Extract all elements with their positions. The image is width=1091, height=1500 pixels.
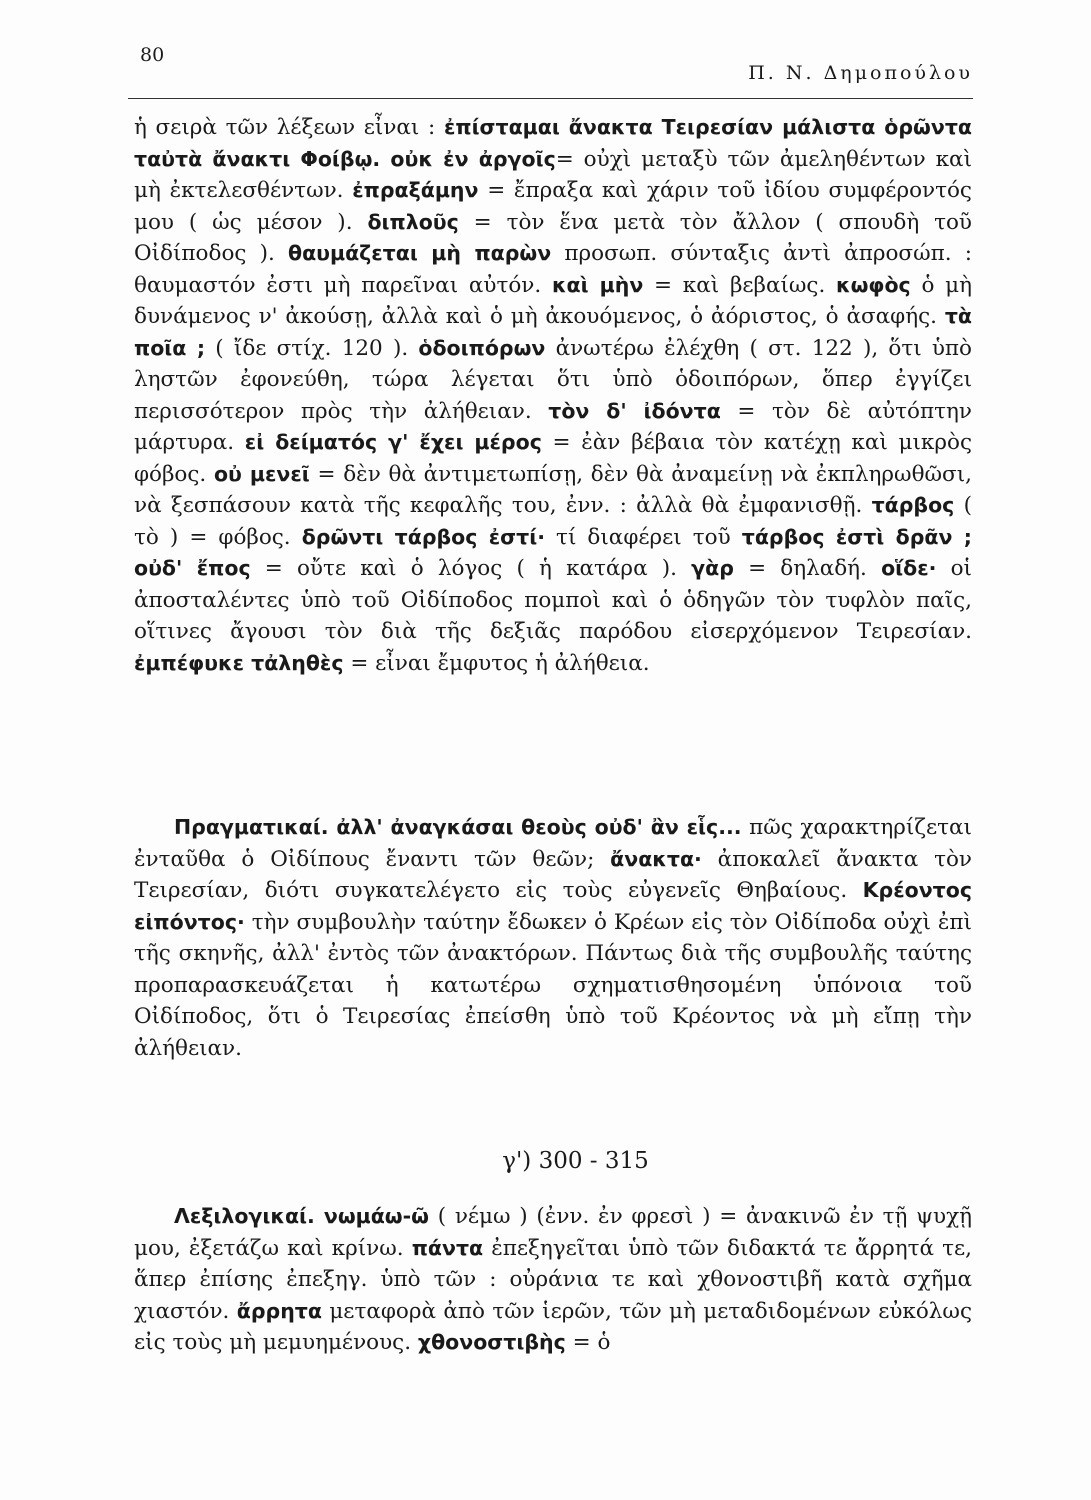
lemma: Κρέοντος εἰπόντος· <box>134 878 972 934</box>
lemma: κωφὸς <box>836 272 911 297</box>
paragraph-2 <box>134 812 972 1064</box>
lemma: ἐπίσταμαι ἄνακτα Τειρεσίαν μάλιστα ὁρῶντα ταὐτὰ ἄνακτι Φοίβῳ. οὐκ ἐν ἀργοῖς <box>134 115 972 171</box>
lemma: οἵδε· <box>881 556 937 580</box>
lemma: ἄρρητα <box>236 1298 322 1323</box>
page-number: 80 <box>140 44 165 66</box>
text-run: ἐπεξηγεῖται ὑπὸ τῶν διδακτά τε ἄρρητά τε, ἅπερ ἐπίσης ἐπεξηγ. ὑπὸ τῶν : οὐράνια τε καὶ χθονοστιβῆ κατὰ σχῆμα χιαστόν. <box>134 1235 972 1324</box>
paragraph-3 <box>134 1201 972 1359</box>
lemma: διπλοῦς <box>367 209 459 234</box>
text-run: ( νέμω ) (ἐνν. ἐν φρεσὶ ) = ἀνακινῶ ἐν τῇ ψυχῇ μου, ἐξετάζω καὶ κρίνω. <box>134 1204 972 1261</box>
lemma: ἐπραξάμην <box>352 178 479 202</box>
lemma: ἄνακτα· <box>610 846 702 871</box>
page-header <box>128 40 973 100</box>
lemma: τὰ ποῖα ; <box>134 304 972 360</box>
text-run: ἀποκαλεῖ ἄνακτα τὸν Τειρεσίαν, διότι συγκατελέγετο εἰς τοὺς εὐγενεῖς Θηβαίους. <box>134 846 972 903</box>
text-run: τὴν συμβουλὴν ταύτην ἔδωκεν ὁ Κρέων εἰς τὸν Οἰδίποδα οὐχὶ ἐπὶ τῆς σκηνῆς, ἀλλ' ἐντὸς τῶν ἀνακτόρων. Πάντως διὰ τῆς συμβουλῆς ταύτης προπαρασκευάζεται ἡ κατωτέρω σχηματισθησομένη ὑπόνοια τοῦ Οἰδίποδος, ὅτι ὁ Τειρεσίας ἐπείσθη ὑπὸ τοῦ Κρέοντος νὰ μὴ εἴπῃ τὴν ἀλήθειαν. <box>134 909 972 1061</box>
text-run: πῶς χαρακτηρίζεται ἐνταῦθα ὁ Οἰδίπους ἔναντι τῶν θεῶν; <box>134 815 972 872</box>
lemma: τάρβος <box>871 493 955 517</box>
lemma: εἰ δείματός γ' ἔχει μέρος <box>244 430 542 454</box>
text-run: = καὶ βεβαίως. <box>643 272 837 298</box>
text-run: τί διαφέρει τοῦ <box>545 524 742 550</box>
text-run: = τὸν δὲ αὐτόπτην μάρτυρα. <box>134 398 972 455</box>
text-run: οἱ ἀποσταλέντες ὑπὸ τοῦ Οἰδίποδος πομποὶ καὶ ὁ ὁδηγῶν τὸν τυφλὸν παῖς, οἵτινες ἄγουσι τὸν διὰ τῆς δεξιᾶς παρόδου εἰσερχόμενον Τειρεσίαν. <box>134 556 972 644</box>
lemma: καὶ μὴν <box>551 272 644 297</box>
paragraph-1 <box>134 112 972 679</box>
text-run: ἀνωτέρω ἐλέχθη ( στ. 122 ), ὅτι ὑπὸ ληστῶν ἐφονεύθη, τώρα λέγεται ὅτι ὑπὸ ὁδοιπόρων, ὅπερ ἐγγίζει περισσότερον πρὸς τὴν ἀλήθειαν. <box>134 335 972 424</box>
text-run: ἡ σειρὰ τῶν λέξεων εἶναι : <box>134 115 444 140</box>
text-run: μεταφορὰ ἀπὸ τῶν ἱερῶν, τῶν μὴ μεταδιδομένων εὐκόλως εἰς τοὺς μὴ μεμυημένους. <box>134 1298 972 1355</box>
text-run: = οὐχὶ μεταξὺ τῶν ἀμεληθέντων καὶ μὴ ἐκτελεσθέντων. <box>134 146 973 203</box>
lemma: τὸν δ' ἰδόντα <box>548 398 721 423</box>
lemma: Λεξιλογικαί. νωμάω-ῶ <box>174 1204 429 1228</box>
text-run: ( τὸ ) = φόβος. <box>134 493 972 550</box>
header-rule <box>128 98 973 99</box>
text-run: = ἐὰν βέβαια τὸν κατέχῃ καὶ μικρὸς φόβος. <box>134 430 972 487</box>
running-head: Π. Ν. Δημοπούλου <box>748 62 973 84</box>
text-run: ( ἴδε στίχ. 120 ). <box>205 335 419 361</box>
text-run: = ἔπραξα καὶ χάριν τοῦ ἰδίου συμφέροντός μου ( ὡς μέσον ). <box>134 178 972 235</box>
lemma: οὐ μενεῖ <box>213 461 310 486</box>
text-run: = οὔτε καὶ ὁ λόγος ( ἡ κατάρα ). <box>250 556 692 581</box>
text-run: = δηλαδή. <box>733 556 882 581</box>
lemma: ἐμπέφυκε τἀληθὲς <box>134 650 344 675</box>
lemma: δρῶντι τάρβος ἐστί· <box>301 524 545 549</box>
text-run: = τὸν ἕνα μετὰ τὸν ἄλλον ( σπουδὴ τοῦ Οἰδίποδος ). <box>134 209 973 266</box>
lemma: τάρβος ἐστὶ δρᾶν ; οὐδ' ἔπος <box>134 524 972 580</box>
text-run: = εἶναι ἔμφυτος ἡ ἀλήθεια. <box>343 650 650 676</box>
section-title: γ') 300 - 315 <box>502 1148 649 1174</box>
lemma: ὁδοιπόρων <box>418 335 546 360</box>
lemma: πάντα <box>411 1235 484 1260</box>
lemma: θαυμάζεται μὴ παρὼν <box>287 241 552 265</box>
text-run: ὁ μὴ δυνάμενος ν' ἀκούσῃ, ἀλλὰ καὶ ὁ μὴ ἀκουόμενος, ὁ ἀόριστος, ὁ ἀσαφής. <box>134 272 972 329</box>
text-run: = δὲν θὰ ἀντιμετωπίσῃ, δὲν θὰ ἀναμείνῃ νὰ ἐκπληρωθῶσι, νὰ ξεσπάσουν κατὰ τῆς κεφαλῆς του, ἐνν. : ἀλλὰ θὰ ἐμφανισθῇ. <box>134 461 972 518</box>
lemma: χθονοστιβὴς <box>417 1330 566 1354</box>
text-run: προσωπ. σύνταξις ἀντὶ ἀπροσώπ. : θαυμαστόν ἐστι μὴ παρεῖναι αὐτόν. <box>134 241 972 298</box>
text-run: = ὁ <box>565 1330 611 1355</box>
lemma: γὰρ <box>691 556 734 580</box>
lemma: Πραγματικαί. ἀλλ' ἀναγκάσαι θεοὺς οὐδ' ἂν εἷς... <box>174 815 742 839</box>
